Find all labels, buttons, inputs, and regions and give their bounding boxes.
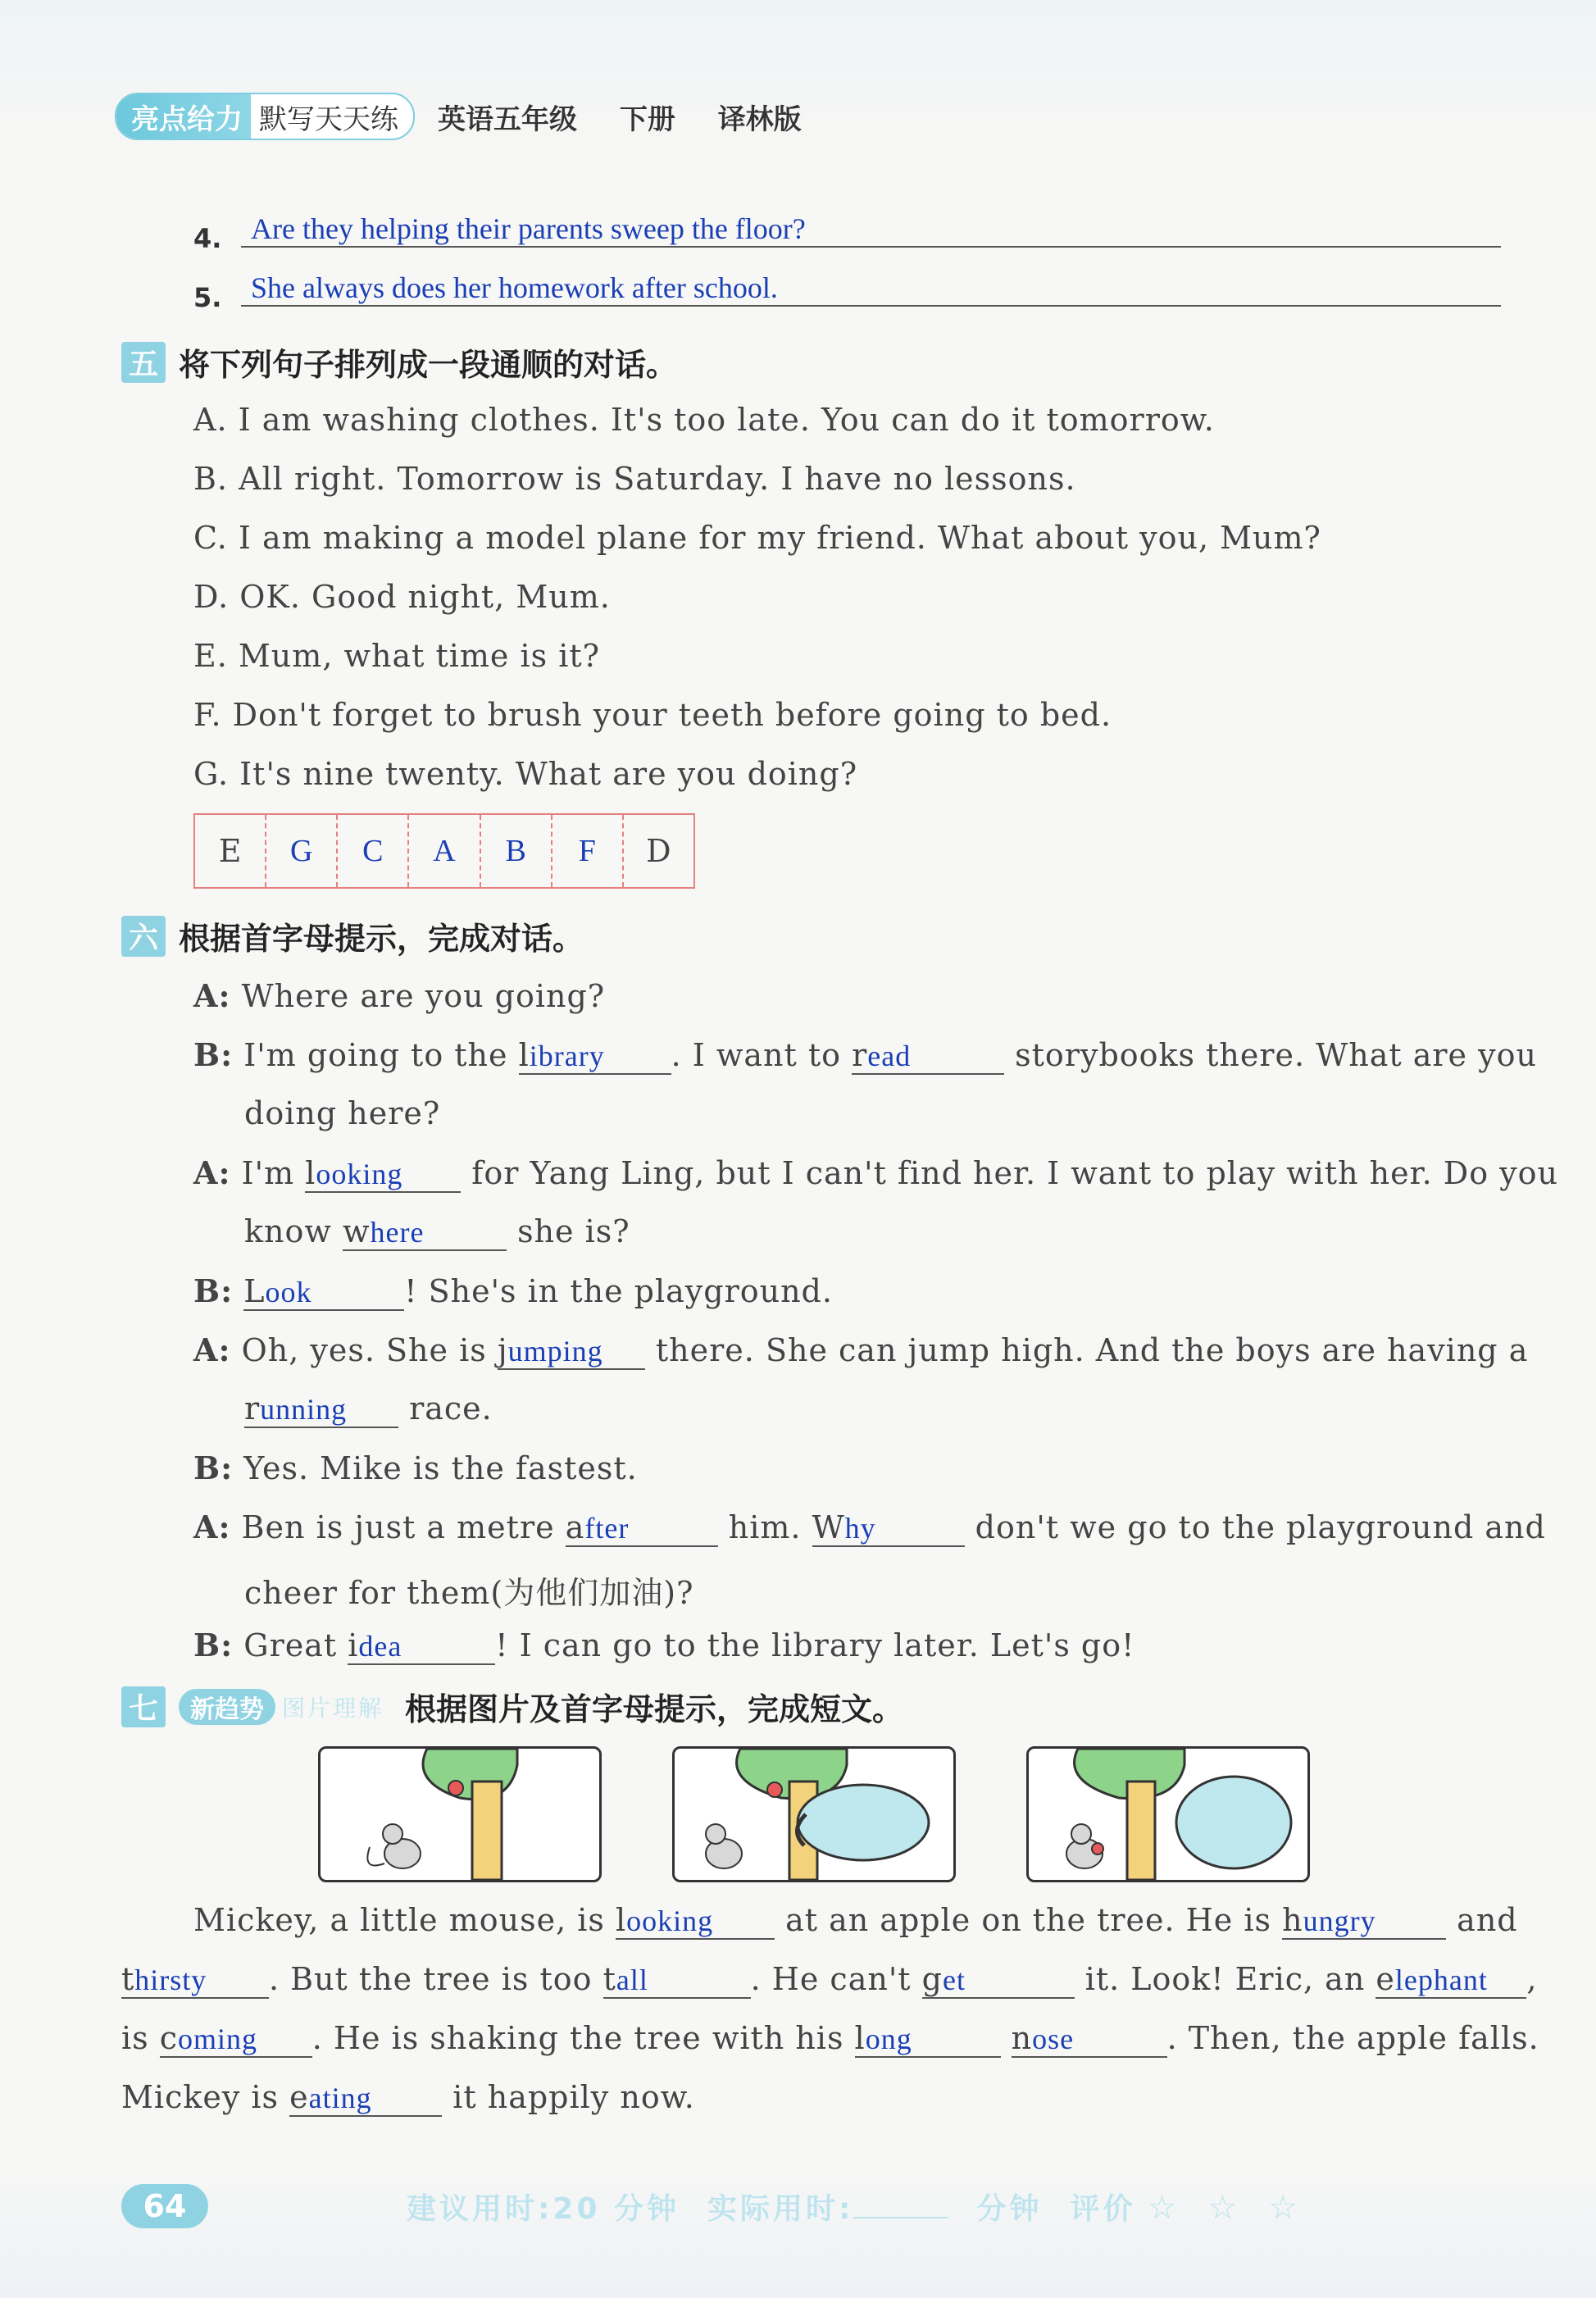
fill-blank[interactable]: read (852, 1037, 1004, 1075)
section-instruction: 将下列句子排列成一段通顺的对话。 (179, 347, 678, 383)
option-line: F. Don't forget to brush your teeth before going to bed. (193, 697, 1112, 733)
fill-blank[interactable]: long (855, 2020, 1001, 2058)
time-tracker (407, 2186, 1329, 2227)
order-answer-box (193, 813, 695, 889)
fill-blank[interactable]: after (566, 1509, 718, 1547)
brand-logo (115, 93, 415, 140)
option-line: C. I am making a model plane for my friend. What about you, Mum? (193, 520, 1321, 556)
fill-blank[interactable]: where (343, 1213, 507, 1251)
fill-blank[interactable]: nose (1012, 2020, 1167, 2058)
order-cell[interactable]: A (409, 815, 480, 887)
book-info (438, 97, 834, 137)
passage-line: Mickey is eating it happily now. (121, 2079, 695, 2115)
picture-mouse-under-tree (318, 1746, 602, 1882)
section-title (121, 913, 584, 958)
trend-subtitle: 图片理解 (282, 1694, 384, 1722)
fill-blank[interactable]: looking (616, 1902, 775, 1940)
picture-mouse-eating-apple (1026, 1746, 1310, 1882)
picture-elephant-shaking-tree (672, 1746, 956, 1882)
order-cell[interactable]: D (646, 833, 671, 869)
option-line: G. It's nine twenty. What are you doing? (193, 756, 858, 792)
fill-blank[interactable]: eating (289, 2079, 442, 2117)
fill-blank[interactable]: coming (160, 2020, 312, 2058)
fill-blank[interactable]: hungry (1282, 1902, 1446, 1940)
actual-time-label: 实际用时: (707, 2192, 854, 2226)
fill-blank[interactable]: running (244, 1390, 398, 1428)
page-header (115, 92, 834, 141)
fill-blank[interactable]: thirsty (121, 1961, 269, 1999)
fill-blank[interactable]: tall (603, 1961, 751, 1999)
subject: 英语五年级 (438, 102, 577, 136)
star-icon[interactable]: ☆ (1147, 2189, 1180, 2227)
section-instruction: 根据图片及首字母提示，完成短文。 (405, 1691, 904, 1727)
item-number: 4. (193, 223, 222, 254)
dialogue-line: B: Look ! She's in the playground. (193, 1272, 833, 1309)
fill-blank[interactable]: Why (812, 1509, 965, 1547)
passage-line: thirsty . But the tree is too tall . He can't get it. Look! Eric, an elephant , (121, 1961, 1538, 1997)
dialogue-line: cheer for them(为他们加油)? (244, 1575, 694, 1611)
dialogue-line: B: Great idea ! I can go to the library later. Let's go! (193, 1627, 1135, 1663)
dialogue-line: A: I'm looking for Yang Ling, but I can't find her. I want to play with her. Do you (193, 1154, 1558, 1191)
option-line: D. OK. Good night, Mum. (193, 579, 611, 615)
fill-blank[interactable]: get (922, 1961, 1075, 1999)
answer-text: She always does her homework after school. (251, 271, 778, 304)
section-title (121, 1684, 903, 1729)
dialogue-line: doing here? (244, 1095, 441, 1131)
dialogue-line: B: I'm going to the library . I want to read storybooks there. What are you (193, 1036, 1537, 1073)
section-badge: 五 (121, 342, 166, 383)
rating-label: 评价 (1070, 2192, 1136, 2226)
answer-line (241, 271, 1501, 307)
answer-text: Are they helping their parents sweep the floor? (251, 212, 806, 245)
passage-line: Mickey, a little mouse, is looking at an apple on the tree. He is hungry and (193, 1902, 1518, 1938)
order-cell[interactable]: B (481, 815, 552, 887)
item-number: 5. (193, 282, 222, 313)
fill-blank[interactable]: library (519, 1037, 671, 1075)
star-icon[interactable]: ☆ (1207, 2189, 1241, 2227)
option-line: B. All right. Tomorrow is Saturday. I have no lessons. (193, 461, 1076, 497)
volume: 下册 (619, 102, 675, 136)
fill-blank[interactable]: jumping (498, 1332, 645, 1370)
brand-name: 亮点给力 (116, 94, 251, 139)
order-cell[interactable]: G (266, 815, 338, 887)
dialogue-line: A: Oh, yes. She is jumping there. She can jump high. And the boys are having a (193, 1331, 1529, 1368)
brand-series: 默写天天练 (259, 102, 398, 136)
dialogue-line: A: Ben is just a metre after him. Why don't we go to the playground and (193, 1508, 1546, 1545)
star-icon[interactable]: ☆ (1268, 2189, 1302, 2227)
fill-blank[interactable]: elephant (1375, 1961, 1526, 1999)
order-cell[interactable]: E (195, 815, 266, 887)
section-badge: 七 (121, 1686, 166, 1727)
dialogue-line: A: Where are you going? (193, 977, 606, 1014)
order-cell[interactable]: C (338, 815, 409, 887)
picture-strip (318, 1746, 1310, 1882)
fill-blank[interactable]: Look (243, 1273, 404, 1311)
dialogue-line: know where she is? (244, 1213, 630, 1249)
fill-blank[interactable]: looking (305, 1155, 461, 1193)
section-instruction: 根据首字母提示，完成对话。 (179, 921, 584, 957)
edition: 译林版 (717, 102, 802, 136)
answer-line (241, 212, 1501, 248)
order-cell[interactable]: F (552, 815, 624, 887)
option-line: A. I am washing clothes. It's too late. You can do it tomorrow. (193, 402, 1215, 438)
passage-line: is coming . He is shaking the tree with his long nose . Then, the apple falls. (121, 2020, 1539, 2056)
minute-unit: 分钟 (976, 2192, 1043, 2226)
section-title (121, 339, 677, 385)
dialogue-line: running race. (244, 1390, 493, 1427)
page-number: 64 (121, 2184, 208, 2228)
actual-time-blank[interactable] (853, 2217, 948, 2218)
option-line: E. Mum, what time is it? (193, 638, 601, 674)
dialogue-line: B: Yes. Mike is the fastest. (193, 1449, 638, 1486)
fill-blank[interactable]: idea (348, 1627, 495, 1665)
trend-badge: 新趋势 (179, 1689, 275, 1725)
section-badge: 六 (121, 916, 166, 957)
suggested-time: 建议用时:20 分钟 (407, 2192, 680, 2226)
